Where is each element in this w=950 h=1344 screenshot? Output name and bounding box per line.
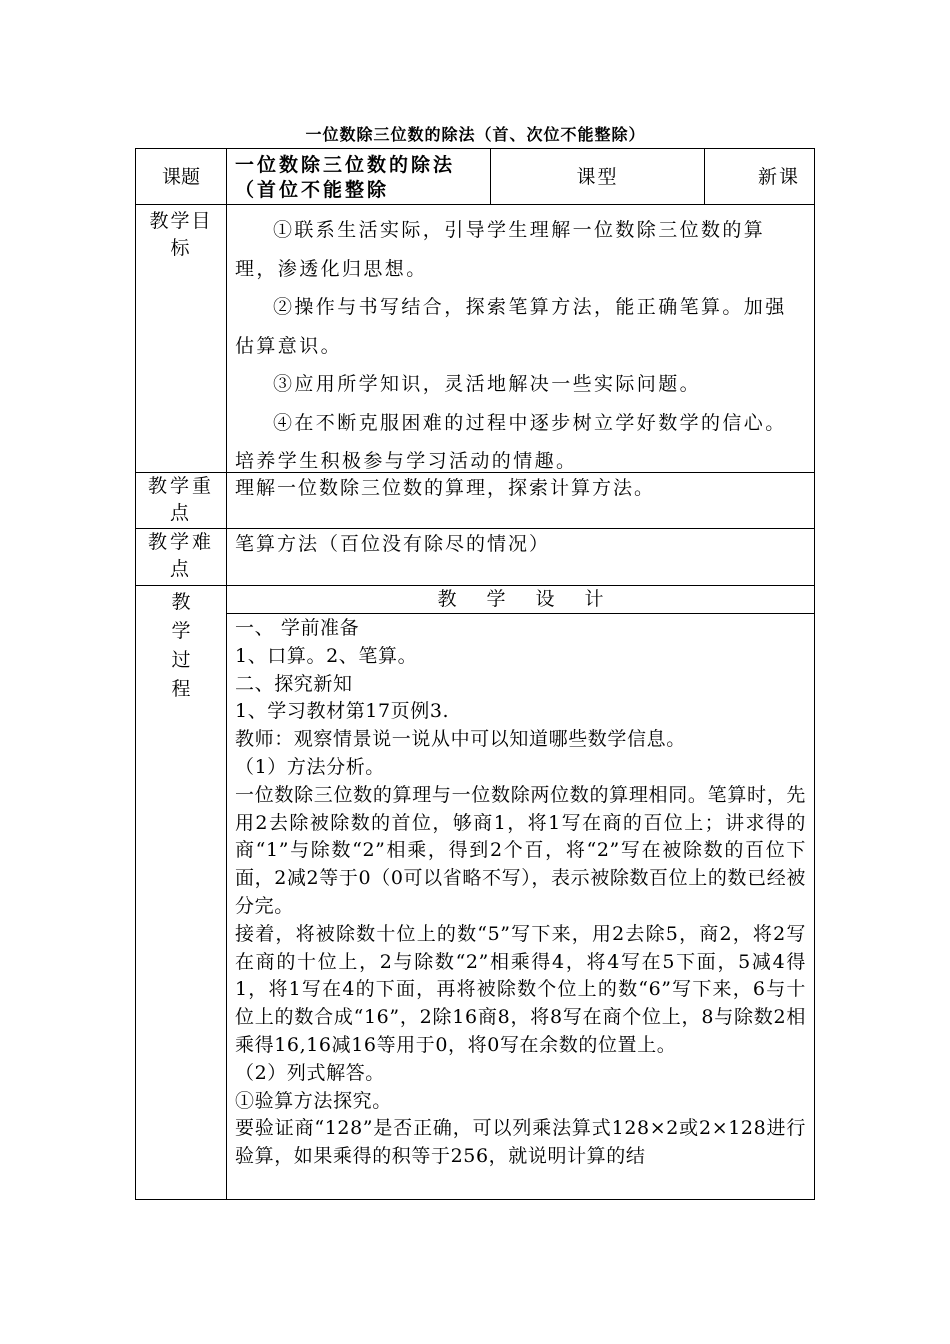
process-label — [136, 586, 227, 1199]
goals-label: 教学目标 — [136, 205, 227, 472]
process-label-char: 学 — [171, 620, 191, 642]
process-label-char: 过 — [171, 649, 191, 671]
process-label-char: 程 — [171, 678, 191, 700]
design-line: 要验证商“128”是否正确，可以列乘法算式128×2或2×128进行验算，如果乘得的积等于256，就说明计算的结 — [235, 1117, 806, 1168]
design-line: 1、学习教材第17页例3. — [235, 700, 450, 723]
topic-label: 课题 — [136, 149, 227, 204]
goal-item: ④在不断克服困难的过程中逐步树立学好数学的信心。培养学生积极参与学习活动的情趣。 — [235, 411, 787, 472]
key-point-row — [136, 473, 814, 529]
design-line: 教师：观察情景说一说从中可以知道哪些数学信息。 — [235, 728, 686, 751]
goal-item: ②操作与书写结合，探索笔算方法，能正确笔算。加强估算意识。 — [235, 296, 787, 357]
topic-row — [136, 149, 814, 205]
design-line: 二、探究新知 — [235, 672, 353, 695]
goal-item: ①联系生活实际，引导学生理解一位数除三位数的算理，渗透化归思想。 — [235, 219, 766, 280]
process-row — [136, 586, 814, 1199]
goal-item: ③应用所学知识，灵活地解决一些实际问题。 — [273, 373, 702, 395]
design-header: 教学设计 — [227, 586, 814, 614]
design-line: （2）列式解答。 — [235, 1061, 385, 1084]
topic-value: 一位数除三位数的除法（首位不能整除 — [227, 149, 491, 204]
key-point-text: 理解一位数除三位数的算理，探索计算方法。 — [235, 477, 656, 499]
design-column — [227, 586, 814, 1199]
design-line: 一、 学前准备 — [235, 617, 360, 639]
design-line: （1）方法分析。 — [235, 755, 385, 778]
design-line: ①验算方法探究。 — [235, 1089, 392, 1112]
goals-content — [227, 205, 814, 472]
design-line: 一位数除三位数的算理与一位数除两位数的算理相同。笔算时，先用2去除被除数的首位，够商1，将1写在商的百位上；讲求得的商“1”与除数“2”相乘，得到2个百，将“2”写在被除数的百位下面，2减2等于0（0可以省略不写），表示被除数百位上的数已经被分完。 — [235, 783, 806, 917]
goals-row — [136, 205, 814, 473]
key-point-label: 教学重点 — [136, 473, 227, 528]
design-line: 1、口算。2、笔算。 — [235, 644, 418, 667]
lesson-type-label: 课型 — [491, 149, 705, 204]
lesson-type-value: 新课 — [757, 166, 800, 188]
design-body — [227, 614, 814, 1171]
document-title: 一位数除三位数的除法（首、次位不能整除） — [143, 122, 808, 149]
difficulty-text: 笔算方法（百位没有除尽的情况） — [235, 533, 551, 555]
process-label-char: 教 — [171, 591, 191, 613]
design-line: 接着，将被除数十位上的数“5”写下来，用2去除5，商2，将2写在商的十位上，2与除数“2”相乘得4，将4写在5下面，5减4得1，将1写在4的下面，再将被除数个位上的数“6”写下来，6与十位上的数合成“16”，2除16商8，将8写在商个位上，8与除数2相乘得16,16减16等用于0，将0写在余数的位置上。 — [235, 922, 806, 1056]
lesson-plan-table — [135, 148, 815, 1200]
difficulty-label: 教学难点 — [136, 529, 227, 585]
difficulty-row — [136, 529, 814, 586]
